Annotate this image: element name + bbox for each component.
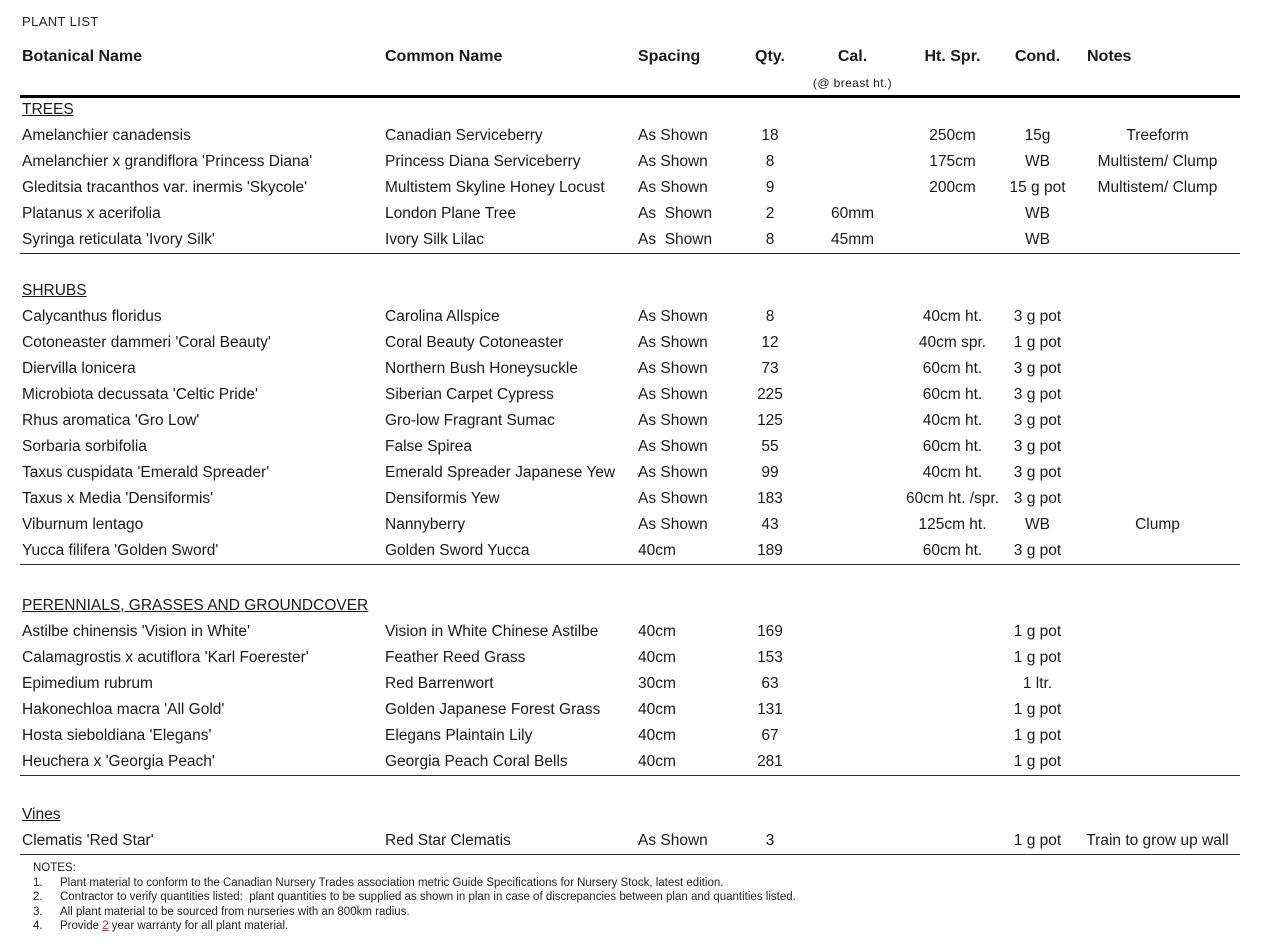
cell-ht-spr [905, 201, 1000, 227]
cell-ht-spr: 40cm spr. [918, 334, 987, 351]
cell-cond: 3 g pot [1013, 490, 1062, 507]
cell-qty: 43 [761, 516, 779, 533]
cell-cal [800, 538, 905, 564]
cell-cond: 1 g pot [1013, 649, 1062, 666]
cell-qty: 8 [765, 153, 775, 170]
section-row-vines [20, 801, 1240, 828]
cell-common: Vision in White Chinese Astilbe [385, 623, 599, 640]
note-text: Contractor to verify quantities listed: plant quantities to be supplied as shown in plan in case of discrepancies between plan and quantities listed. [60, 891, 796, 903]
section-header-vines: Vines [22, 805, 61, 823]
cell-cond: 1 g pot [1013, 623, 1062, 640]
note-text-prefix: Provide [60, 920, 103, 932]
cell-spacing: As Shown [638, 464, 708, 481]
col-header-common: Common Name [385, 48, 503, 65]
cell-notes [1075, 408, 1240, 434]
cell-spacing: As Shown [638, 205, 713, 222]
cell-qty: 125 [757, 412, 783, 429]
col-subheader-cal-breast-ht: (@ breast ht.) [800, 72, 905, 96]
cell-cal: 60mm [830, 205, 875, 222]
note-text: Plant material to conform to the Canadian Nursery Trades association metric Guide Specifications for Nursery Stock, latest edition. [60, 876, 724, 889]
cell-common: Golden Japanese Forest Grass [385, 701, 601, 718]
cell-common: Northern Bush Honeysuckle [385, 360, 578, 377]
cell-common: Carolina Allspice [385, 308, 500, 325]
cell-qty: 2 [765, 205, 775, 222]
cell-notes [1075, 645, 1240, 671]
cell-spacing: As Shown [630, 227, 740, 253]
cell-botanical: Amelanchier canadensis [22, 127, 191, 144]
cell-cal [800, 828, 905, 854]
cell-ht-spr [905, 645, 1000, 671]
cell-spacing: As Shown [638, 179, 708, 196]
cell-common: London Plane Tree [385, 205, 516, 222]
cell-botanical: Cotoneaster dammeri 'Coral Beauty' [22, 334, 271, 351]
cell-spacing: As Shown [638, 308, 708, 325]
cell-botanical: Yucca filifera 'Golden Sword' [20, 538, 385, 564]
cell-qty: 9 [765, 179, 775, 196]
cell-notes [1075, 434, 1240, 460]
table-row [20, 201, 1240, 227]
cell-notes: Clump [1135, 516, 1180, 533]
cell-ht-spr: 60cm ht. [922, 438, 983, 455]
cell-cal [800, 408, 905, 434]
cell-botanical: Viburnum lentago [22, 516, 144, 533]
cell-qty: 131 [757, 701, 783, 718]
cell-ht-spr: 60cm ht. [905, 538, 1000, 564]
section-header-shrubs: SHRUBS [22, 281, 87, 299]
cell-qty: 55 [761, 438, 779, 455]
table-row [20, 382, 1240, 408]
cell-ht-spr: 125cm ht. [918, 516, 987, 533]
plant-table [20, 42, 1240, 855]
cell-botanical: Hakonechloa macra 'All Gold' [22, 701, 225, 718]
cell-notes [1075, 382, 1240, 408]
section-row-perennials-grasses-and-groundcover [20, 592, 1240, 619]
table-row [20, 227, 1240, 253]
table-row [20, 356, 1240, 382]
cell-spacing: 40cm [630, 538, 740, 564]
cell-cal [800, 356, 905, 382]
cell-common: Gro-low Fragrant Sumac [385, 412, 555, 429]
table-row [20, 671, 1240, 697]
cell-notes [1075, 227, 1240, 253]
cell-common: Elegans Plaintain Lily [385, 727, 533, 744]
note-number: 2. [33, 891, 43, 903]
section-row-shrubs [20, 277, 1240, 304]
cell-ht-spr [905, 671, 1000, 697]
cell-ht-spr: 60cm ht. [922, 360, 983, 377]
cell-cal [800, 749, 905, 775]
cell-cond: WB [1025, 205, 1050, 222]
cell-botanical: Diervilla lonicera [22, 360, 136, 377]
cell-spacing: 30cm [638, 675, 676, 692]
section-spacer [20, 253, 1240, 277]
cell-qty: 281 [740, 749, 800, 775]
cell-cond: 3 g pot [1013, 360, 1062, 377]
cell-ht-spr: 60cm ht. /spr. [905, 490, 1000, 507]
cell-notes [1075, 697, 1240, 723]
cell-spacing: As Shown [638, 438, 708, 455]
cell-cal [800, 123, 905, 149]
cell-cal [800, 645, 905, 671]
cell-common: Nannyberry [385, 516, 466, 533]
cell-common: Canadian Serviceberry [385, 127, 543, 144]
cell-botanical: Calycanthus floridus [22, 308, 162, 325]
cell-botanical: Clematis 'Red Star' [20, 828, 385, 854]
cell-qty: 67 [761, 727, 779, 744]
section-header-perennials-grasses-and-groundcover: PERENNIALS, GRASSES AND GROUNDCOVER [22, 596, 369, 614]
section-spacer [20, 564, 1240, 592]
cell-qty: 169 [757, 623, 783, 640]
cell-ht-spr: 60cm ht. [922, 386, 983, 403]
col-header-cal: Cal. [837, 48, 868, 65]
cell-ht-spr: 250cm [929, 127, 976, 144]
cell-ht-spr [905, 749, 1000, 775]
cell-common: Ivory Silk Lilac [385, 227, 630, 253]
table-row [20, 408, 1240, 434]
cell-spacing: As Shown [638, 153, 708, 170]
cell-cond: 1 g pot [1000, 749, 1075, 775]
col-header-qty: Qty. [755, 48, 785, 65]
cell-cal [800, 330, 905, 356]
col-header-ht-spr: Ht. Spr. [924, 48, 981, 65]
table-row [20, 512, 1240, 538]
cell-botanical: Astilbe chinensis 'Vision in White' [22, 623, 250, 640]
cell-cond: 1 g pot [1013, 727, 1062, 744]
note-item-3 [33, 905, 1243, 920]
cell-cal [800, 723, 905, 749]
cell-spacing: As Shown [638, 490, 708, 507]
note-item-1 [33, 876, 1243, 891]
notes-heading-row [33, 861, 1243, 876]
cell-cond: WB [1025, 153, 1050, 170]
cell-qty: 225 [757, 386, 783, 403]
table-row [20, 304, 1240, 330]
header-row [20, 42, 1240, 72]
cell-ht-spr: 40cm ht. [922, 412, 983, 429]
cell-cal [800, 382, 905, 408]
subheader-spacer-left [20, 72, 800, 96]
cell-notes [1075, 671, 1240, 697]
page-title: PLANT LIST [22, 14, 99, 29]
cell-cal [800, 486, 905, 512]
col-header-botanical: Botanical Name [22, 48, 143, 65]
table-row [20, 619, 1240, 645]
section-header-trees: TREES [22, 101, 74, 119]
note-text-suffix: year warranty for all plant material. [108, 920, 289, 932]
cell-cond: 1 g pot [1013, 701, 1062, 718]
cell-ht-spr [905, 619, 1000, 645]
cell-cal [800, 619, 905, 645]
cell-cond: 1 g pot [1000, 828, 1075, 854]
subheader-spacer-right [905, 72, 1240, 96]
cell-botanical: Epimedium rubrum [22, 675, 153, 692]
cell-spacing: As Shown [638, 412, 708, 429]
cell-cal: 45mm [800, 227, 905, 253]
cell-qty: 8 [765, 308, 775, 325]
cell-botanical: Microbiota decussata 'Celtic Pride' [22, 386, 258, 403]
cell-cal [800, 697, 905, 723]
cell-cal [800, 460, 905, 486]
col-header-notes: Notes [1087, 48, 1132, 65]
cell-cond: 3 g pot [1013, 438, 1062, 455]
cell-common: Princess Diana Serviceberry [385, 153, 581, 170]
table-row [20, 149, 1240, 175]
cell-cond: 15 g pot [1009, 179, 1066, 196]
cell-qty: 18 [761, 127, 779, 144]
cell-notes [1075, 749, 1240, 775]
cell-botanical: Heuchera x 'Georgia Peach' [20, 749, 385, 775]
cell-common: Emerald Spreader Japanese Yew [385, 464, 616, 481]
cell-botanical: Taxus cuspidata 'Emerald Spreader' [22, 464, 270, 481]
cell-botanical: Rhus aromatica 'Gro Low' [22, 412, 200, 429]
cell-botanical: Platanus x acerifolia [22, 205, 161, 222]
cell-notes [1075, 538, 1240, 564]
cell-notes: Multistem/ Clump [1097, 179, 1218, 196]
cell-common: Georgia Peach Coral Bells [385, 749, 630, 775]
note-number: 4. [33, 920, 43, 932]
table-row [20, 123, 1240, 149]
notes-section [33, 861, 1243, 934]
cell-notes: Treeform [1126, 127, 1189, 144]
header-subrow [20, 72, 1240, 96]
cell-common: Red Barrenwort [385, 675, 494, 692]
cell-botanical: Hosta sieboldiana 'Elegans' [22, 727, 212, 744]
note-text: All plant material to be sourced from nurseries with an 800km radius. [60, 905, 410, 918]
cell-cal [800, 512, 905, 538]
cell-cal [800, 671, 905, 697]
cell-spacing: As Shown [638, 360, 708, 377]
note-number: 1. [33, 876, 43, 889]
cell-qty: 73 [761, 360, 779, 377]
cell-common: False Spirea [385, 438, 473, 455]
notes-label: NOTES: [33, 862, 76, 874]
cell-notes [1075, 330, 1240, 356]
note-item-2 [33, 890, 1243, 905]
cell-cond: 1 ltr. [1022, 675, 1053, 692]
section-spacer [20, 775, 1240, 801]
table-row [20, 460, 1240, 486]
section-row-trees [20, 96, 1240, 123]
table-row [20, 697, 1240, 723]
cell-ht-spr: 40cm ht. [922, 308, 983, 325]
cell-spacing: 40cm [630, 749, 740, 775]
cell-cal [800, 304, 905, 330]
cell-cal [800, 149, 905, 175]
cell-ht-spr [905, 227, 1000, 253]
cell-spacing: As Shown [638, 334, 708, 351]
cell-cond: 3 g pot [1013, 464, 1062, 481]
cell-qty: 153 [757, 649, 783, 666]
table-row [20, 645, 1240, 671]
cell-ht-spr [905, 828, 1000, 854]
cell-ht-spr: 40cm ht. [922, 464, 983, 481]
cell-botanical: Amelanchier x grandiflora 'Princess Diana' [22, 153, 313, 170]
table-row [20, 538, 1240, 564]
cell-cond: WB [1000, 227, 1075, 253]
warranty-years-highlight: 2 [102, 920, 109, 932]
cell-cond: 15g [1024, 127, 1051, 144]
table-row [20, 828, 1240, 854]
cell-botanical: Syringa reticulata 'Ivory Silk' [20, 227, 385, 253]
cell-qty: 3 [740, 828, 800, 854]
cell-botanical: Calamagrostis x acutiflora 'Karl Foerester' [22, 649, 309, 666]
cell-notes [1075, 304, 1240, 330]
table-row [20, 330, 1240, 356]
cell-qty: 189 [740, 538, 800, 564]
table-header [20, 42, 1240, 96]
cell-botanical: Taxus x Media 'Densiformis' [22, 490, 214, 507]
cell-ht-spr: 175cm [929, 153, 976, 170]
cell-ht-spr: 200cm [929, 179, 976, 196]
cell-common: Siberian Carpet Cypress [385, 386, 554, 403]
cell-notes: Train to grow up wall [1075, 828, 1240, 854]
table-row [20, 486, 1240, 512]
table-row [20, 434, 1240, 460]
cell-qty: 99 [761, 464, 779, 481]
cell-common: Multistem Skyline Honey Locust [385, 179, 605, 196]
cell-cal [800, 434, 905, 460]
cell-qty: 12 [761, 334, 779, 351]
cell-spacing: As Shown [638, 127, 708, 144]
plant-table-body [20, 96, 1240, 854]
cell-ht-spr [905, 697, 1000, 723]
cell-spacing: As Shown [638, 386, 708, 403]
note-number: 3. [33, 905, 43, 918]
cell-spacing: 40cm [638, 649, 676, 666]
table-row [20, 723, 1240, 749]
cell-spacing: 40cm [638, 623, 676, 640]
cell-botanical: Gleditsia tracanthos var. inermis 'Skycole' [22, 179, 308, 196]
cell-cond: 1 g pot [1013, 334, 1062, 351]
cell-notes [1075, 619, 1240, 645]
cell-notes [1075, 460, 1240, 486]
cell-botanical: Sorbaria sorbifolia [22, 438, 147, 455]
cell-cond: WB [1025, 516, 1050, 533]
cell-spacing: 40cm [638, 701, 676, 718]
cell-common: Golden Sword Yucca [385, 538, 630, 564]
cell-spacing: As Shown [638, 516, 708, 533]
cell-ht-spr [905, 723, 1000, 749]
cell-notes [1075, 201, 1240, 227]
cell-notes [1075, 356, 1240, 382]
col-header-cond: Cond. [1014, 48, 1061, 65]
cell-cond: 3 g pot [1013, 308, 1062, 325]
cell-spacing: 40cm [638, 727, 676, 744]
cell-notes: Multistem/ Clump [1097, 153, 1218, 170]
cell-common: Densiformis Yew [385, 490, 500, 507]
cell-notes [1075, 486, 1240, 512]
cell-cond: 3 g pot [1000, 538, 1075, 564]
cell-spacing: As Shown [630, 828, 740, 854]
cell-common: Coral Beauty Cotoneaster [385, 334, 564, 351]
col-header-spacing: Spacing [638, 48, 701, 65]
cell-cal [800, 175, 905, 201]
cell-common: Red Star Clematis [385, 828, 630, 854]
table-row [20, 175, 1240, 201]
cell-qty: 8 [740, 227, 800, 253]
cell-qty: 183 [757, 490, 783, 507]
cell-common: Feather Reed Grass [385, 649, 526, 666]
cell-notes [1075, 723, 1240, 749]
table-row [20, 749, 1240, 775]
note-item-4 [33, 919, 1243, 934]
cell-qty: 63 [761, 675, 779, 692]
cell-cond: 3 g pot [1013, 412, 1062, 429]
cell-cond: 3 g pot [1013, 386, 1062, 403]
